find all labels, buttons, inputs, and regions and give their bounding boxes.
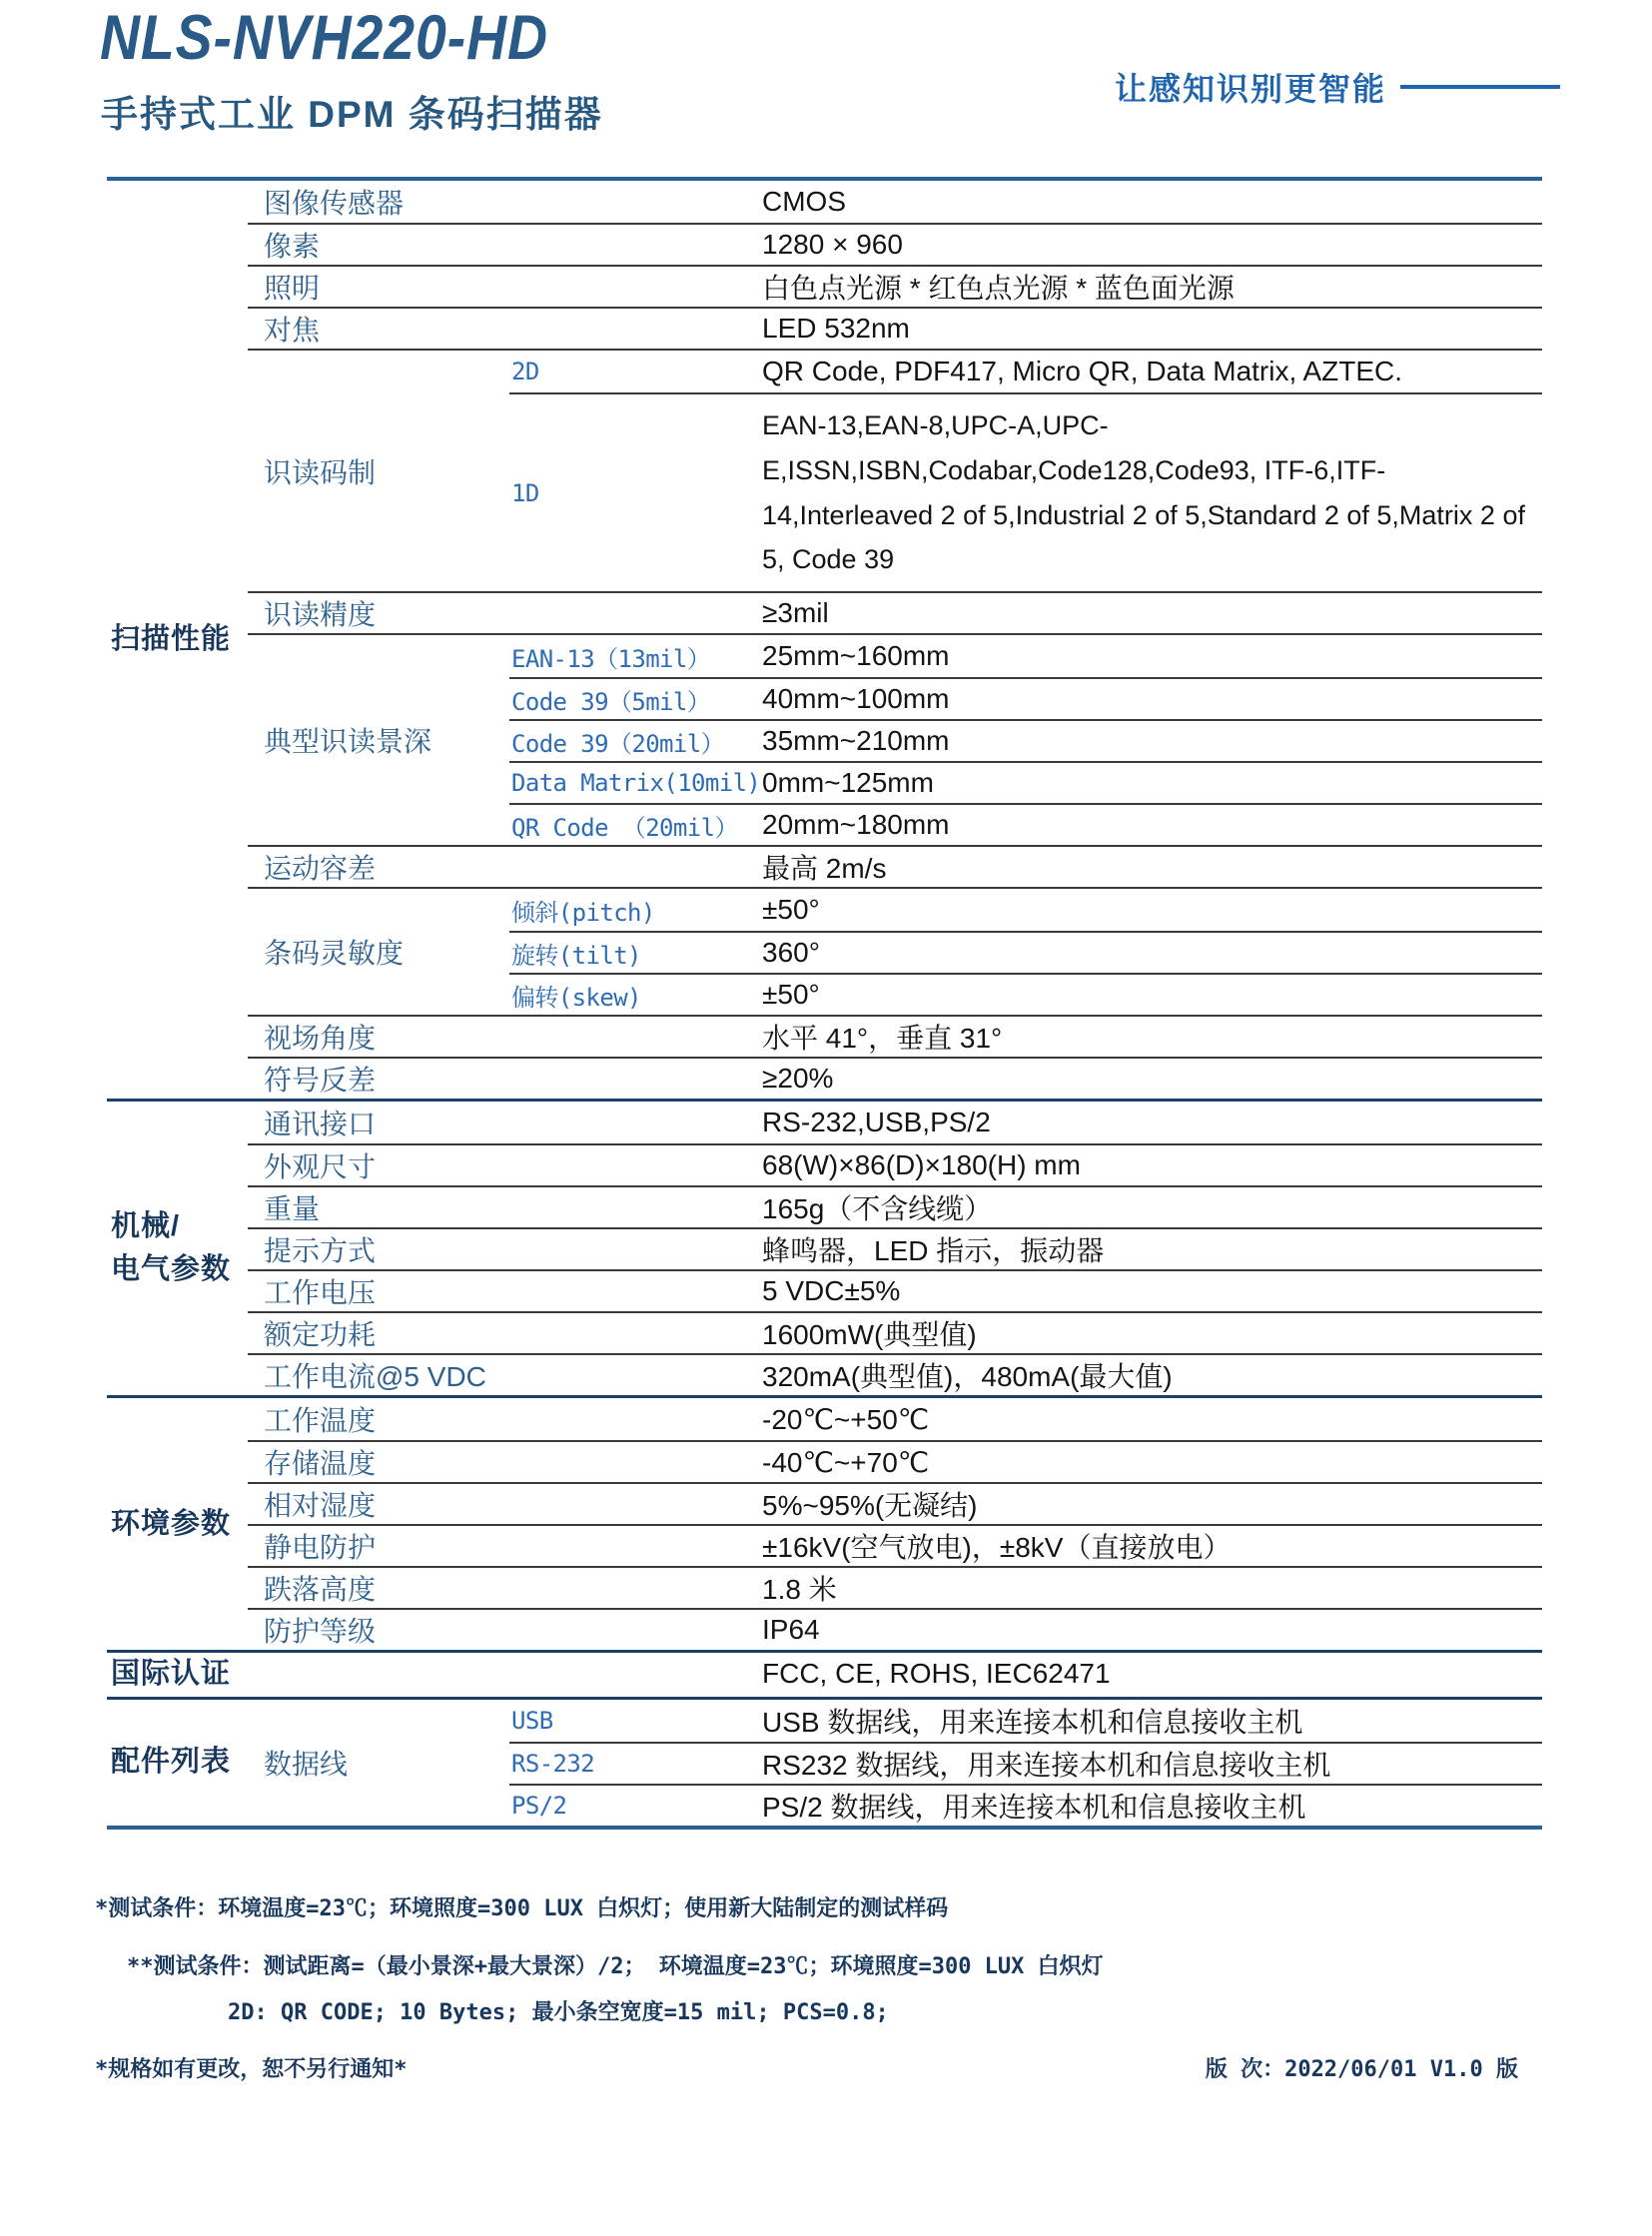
spec-category-cell <box>107 181 248 1099</box>
spec-value: 40mm~100mm <box>762 683 950 715</box>
table-group-row <box>248 1700 1542 1826</box>
table-row <box>248 1311 1542 1353</box>
spec-category-cell <box>107 1700 248 1826</box>
table-row <box>248 1143 1542 1185</box>
table-subrow <box>509 973 1542 1015</box>
spec-category-cell <box>107 1102 248 1395</box>
spec-value: 1280 × 960 <box>762 229 903 260</box>
spec-value: 5%~95%(无凝结) <box>762 1490 978 1522</box>
spec-label: 识读精度 <box>264 599 377 631</box>
spec-label: 数据线 <box>264 1748 349 1780</box>
spec-value: RS-232,USB,PS/2 <box>762 1107 991 1138</box>
spec-value: ±50° <box>762 894 820 926</box>
spec-label: 图像传感器 <box>264 188 405 219</box>
spec-label: 对焦 <box>264 315 321 346</box>
table-subrow <box>509 635 1542 677</box>
section-scan-performance <box>107 181 1542 1099</box>
spec-category: 配件列表 <box>111 1746 232 1778</box>
table-row <box>248 1524 1542 1566</box>
spec-category-cell <box>107 1398 248 1650</box>
spec-sublabel: Code 39（20mil） <box>511 729 724 758</box>
page-subtitle: 手持式工业 DPM 条码扫描器 <box>101 94 603 135</box>
spec-value: USB 数据线，用来连接本机和信息接收主机 <box>762 1706 1303 1738</box>
footnote: 2D: QR CODE; 10 Bytes; 最小条空宽度=15 mil; PCS=0.8; <box>228 1999 889 2025</box>
table-subrow <box>509 761 1542 803</box>
spec-sublabel: Data Matrix(10mil) <box>511 769 761 798</box>
table-subrow <box>509 1784 1542 1826</box>
spec-value: CMOS <box>762 186 846 217</box>
spec-value: EAN-13,EAN-8,UPC-A,UPC-E,ISSN,ISBN,Codabar,Code128,Code93, ITF-6,ITF-14,Interleaved 2 of 5,Industrial 2 of 5,Standard 2 of 5,Matrix 2 of 5, Code 39 <box>762 410 1525 575</box>
table-row <box>248 1102 1542 1143</box>
spec-label: 静电防护 <box>264 1532 377 1564</box>
table-row <box>248 1566 1542 1608</box>
table-subrow <box>509 803 1542 845</box>
footnote: **测试条件：测试距离=（最小景深+最大景深）/2； 环境温度=23℃；环境照度=300 LUX 白炽灯 <box>127 1953 1104 1979</box>
spec-category: 电气参数 <box>111 1253 232 1286</box>
section-environment <box>107 1395 1542 1650</box>
spec-value: LED 532nm <box>762 313 910 344</box>
spec-label: 视场角度 <box>264 1023 377 1055</box>
spec-value: 白色点光源 * 红色点光源 * 蓝色面光源 <box>762 273 1235 304</box>
table-subrow <box>509 351 1542 392</box>
spec-value: PS/2 数据线，用来连接本机和信息接收主机 <box>762 1791 1306 1823</box>
spec-category: 扫描性能 <box>111 622 232 655</box>
spec-label: 条码灵敏度 <box>264 938 405 970</box>
table-row <box>248 1015 1542 1057</box>
brand-tagline: 让感知识别更智能 <box>1114 71 1386 107</box>
spec-label: 像素 <box>264 231 321 262</box>
table-group-row <box>248 633 1542 845</box>
spec-value: ≥3mil <box>762 597 829 629</box>
table-subrow <box>509 392 1542 591</box>
spec-sublabel: EAN-13（13mil） <box>511 644 711 673</box>
spec-sublabel: 倾斜(pitch) <box>511 898 655 927</box>
table-row <box>248 1269 1542 1311</box>
spec-sublabel: 旋转(tilt) <box>511 941 641 970</box>
table-row <box>248 1227 1542 1269</box>
spec-value: RS232 数据线，用来连接本机和信息接收主机 <box>762 1749 1331 1781</box>
spec-category: 机械/ <box>111 1209 181 1242</box>
table-row <box>248 1482 1542 1524</box>
spec-value: 320mA(典型值)，480mA(最大值) <box>762 1361 1173 1393</box>
spec-value: QR Code, PDF417, Micro QR, Data Matrix, AZTEC. <box>762 356 1403 386</box>
spec-sublabel: RS-232 <box>511 1749 595 1778</box>
table-row <box>248 845 1542 887</box>
table-row <box>248 1608 1542 1650</box>
spec-value: 165g（不含线缆） <box>762 1193 993 1225</box>
brand-tagline-block <box>1115 64 1560 110</box>
spec-label <box>248 1653 762 1695</box>
spec-value: ±50° <box>762 979 820 1011</box>
tagline-rule <box>1400 85 1560 89</box>
table-group-row <box>248 349 1542 591</box>
spec-label: 符号反差 <box>264 1065 377 1097</box>
spec-label: 相对湿度 <box>264 1490 377 1522</box>
table-subrow <box>509 889 1542 931</box>
spec-sublabel: QR Code （20mil） <box>511 813 738 842</box>
table-row <box>248 591 1542 633</box>
table-row <box>248 223 1542 265</box>
spec-value: 25mm~160mm <box>762 640 950 672</box>
spec-label: 提示方式 <box>264 1235 377 1267</box>
spec-label: 跌落高度 <box>264 1574 377 1606</box>
spec-label: 存储温度 <box>264 1448 377 1480</box>
spec-label: 工作电压 <box>264 1277 377 1309</box>
spec-label: 典型识读景深 <box>264 726 432 758</box>
section-certifications <box>107 1650 1542 1697</box>
table-row <box>248 1185 1542 1227</box>
spec-value: IP64 <box>762 1614 820 1646</box>
spec-sublabel: USB <box>511 1706 553 1735</box>
spec-value: ±16kV(空气放电)，±8kV（直接放电） <box>762 1532 1232 1564</box>
spec-label: 工作温度 <box>264 1405 377 1437</box>
spec-label: 照明 <box>264 273 321 304</box>
table-group-row <box>248 887 1542 1015</box>
table-subrow <box>509 1700 1542 1742</box>
spec-value: 水平 41°，垂直 31° <box>762 1023 1003 1055</box>
spec-sublabel: PS/2 <box>511 1791 567 1820</box>
table-row <box>248 1353 1542 1395</box>
footnotes <box>0 1891 1652 2083</box>
spec-label: 防护等级 <box>264 1616 377 1648</box>
table-row <box>248 307 1542 349</box>
spec-value: ≥20% <box>762 1063 834 1095</box>
spec-value: 1600mW(典型值) <box>762 1319 977 1351</box>
spec-sublabel: 1D <box>511 478 539 507</box>
spec-value: 蜂鸣器，LED 指示，振动器 <box>762 1235 1105 1267</box>
section-accessories <box>107 1697 1542 1826</box>
spec-value: -20℃~+50℃ <box>762 1403 930 1435</box>
spec-value: 1.8 米 <box>762 1574 837 1606</box>
spec-value: 最高 2m/s <box>762 853 887 885</box>
spec-label: 外观尺寸 <box>264 1151 377 1183</box>
table-row <box>248 1440 1542 1482</box>
spec-value: 20mm~180mm <box>762 809 950 841</box>
table-subrow <box>509 677 1542 719</box>
spec-category: 环境参数 <box>111 1507 232 1540</box>
spec-value: -40℃~+70℃ <box>762 1446 930 1478</box>
spec-value: 68(W)×86(D)×180(H) mm <box>762 1149 1081 1181</box>
table-subrow <box>509 1742 1542 1784</box>
spec-category: 国际认证 <box>111 1658 232 1691</box>
page-header <box>0 0 1652 177</box>
spec-label: 工作电流@5 VDC <box>264 1361 486 1393</box>
spec-value: 360° <box>762 937 820 969</box>
table-row <box>248 1057 1542 1099</box>
spec-label: 额定功耗 <box>264 1319 377 1351</box>
spec-sublabel: 偏转(skew) <box>511 983 641 1012</box>
spec-label: 运动容差 <box>264 853 377 885</box>
spec-label: 通讯接口 <box>264 1109 377 1140</box>
table-row <box>248 265 1542 307</box>
spec-value: 0mm~125mm <box>762 767 934 799</box>
spec-label: 识读码制 <box>264 456 377 488</box>
spec-label: 重量 <box>264 1193 321 1225</box>
spec-value: 5 VDC±5% <box>762 1275 901 1307</box>
footnote: *测试条件：环境温度=23℃；环境照度=300 LUX 白炽灯；使用新大陆制定的测试样码 <box>95 1895 949 1921</box>
table-row <box>248 1398 1542 1440</box>
page-title: NLS-NVH220-HD <box>100 3 548 73</box>
table-row <box>248 1653 1542 1695</box>
section-mechanical-electrical <box>107 1099 1542 1395</box>
version-info: 版 次：2022/06/01 V1.0 版 <box>1205 2056 1518 2082</box>
footnote: *规格如有更改，恕不另行通知* <box>95 2056 408 2082</box>
table-row <box>248 181 1542 223</box>
spec-sublabel: Code 39（5mil） <box>511 687 711 716</box>
spec-category-cell <box>107 1653 248 1697</box>
spec-table <box>107 177 1542 1830</box>
table-subrow <box>509 719 1542 761</box>
spec-sublabel: 2D <box>511 358 539 385</box>
spec-value: FCC, CE, ROHS, IEC62471 <box>762 1658 1111 1690</box>
spec-value: 35mm~210mm <box>762 725 950 757</box>
table-subrow <box>509 931 1542 973</box>
